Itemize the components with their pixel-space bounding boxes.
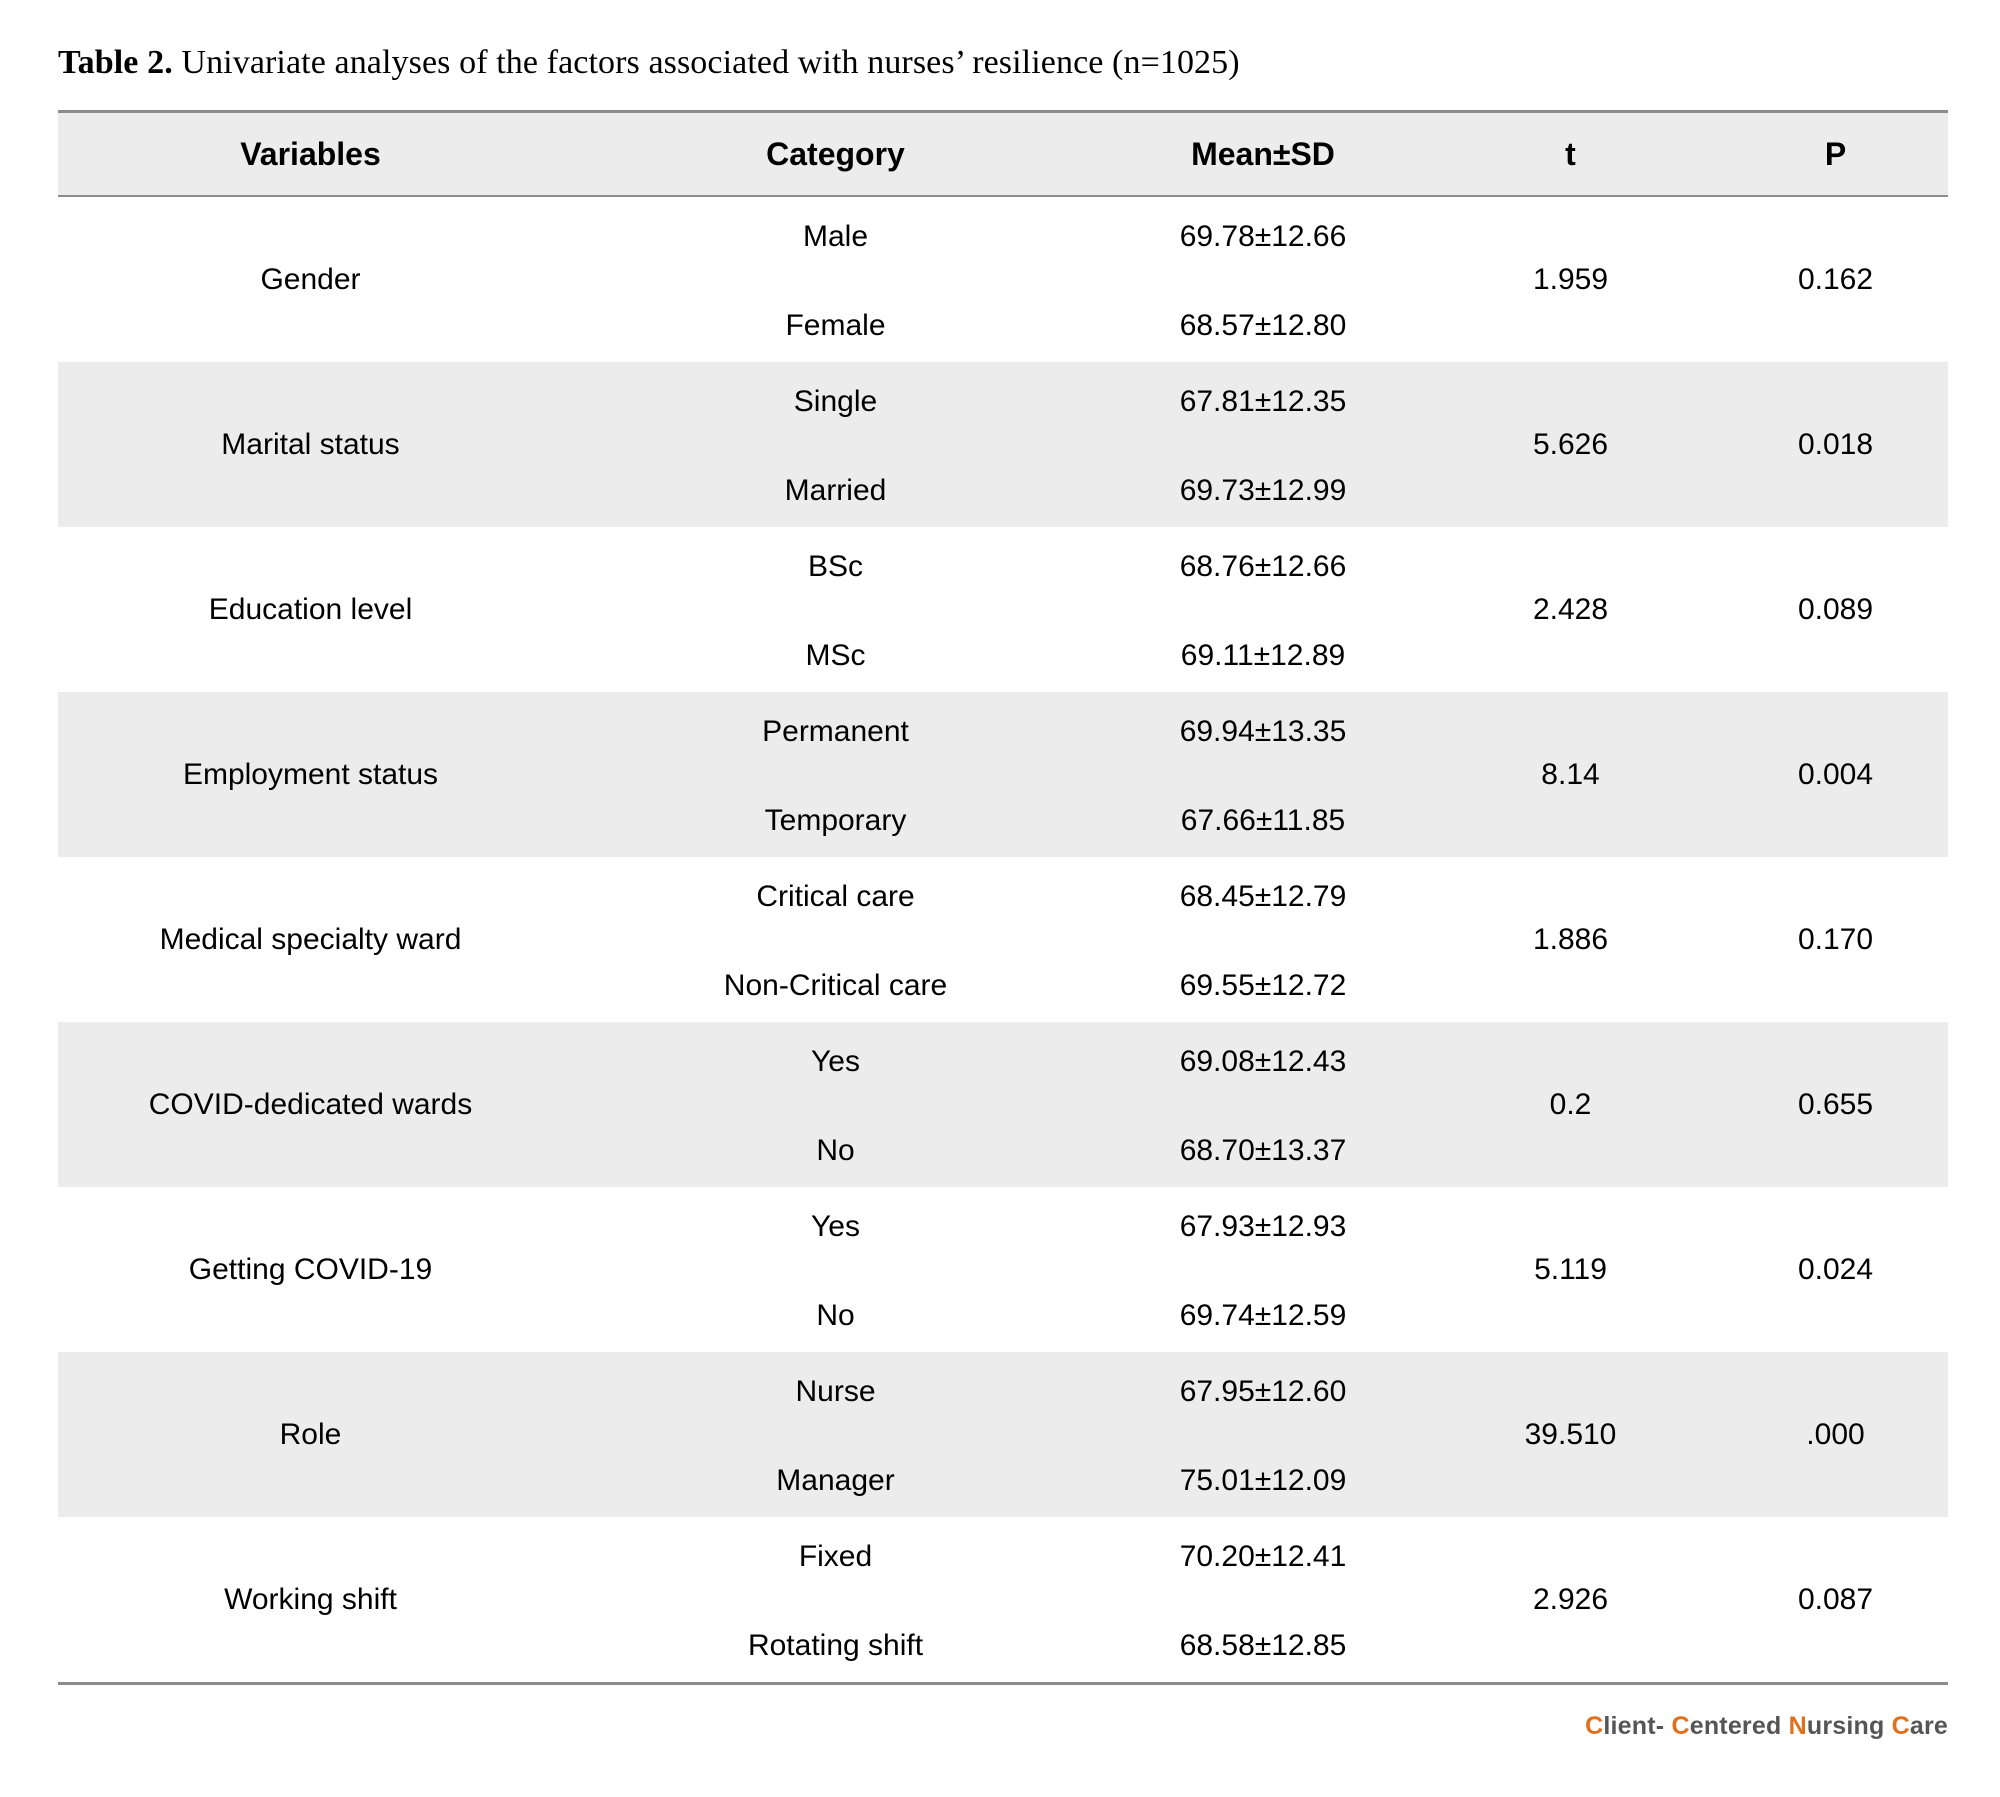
header-category: Category — [766, 135, 905, 172]
mean-sd-cell — [1108, 692, 1418, 857]
table-row — [58, 527, 1948, 692]
table-row — [58, 1352, 1948, 1517]
variable-cell: Gender — [260, 262, 361, 296]
t-cell: 5.626 — [1532, 427, 1609, 461]
t-cell: 2.926 — [1532, 1582, 1609, 1616]
category-2: MSc — [805, 639, 866, 672]
mean-sd-cell — [1108, 197, 1418, 362]
mean-sd-1: 67.93±12.93 — [1179, 1210, 1347, 1243]
p-cell: 0.004 — [1797, 757, 1874, 791]
variable-cell: COVID-dedicated wards — [148, 1087, 473, 1121]
category-cell — [563, 197, 1108, 362]
variable-cell: Working shift — [224, 1582, 397, 1616]
p-cell: 0.655 — [1797, 1087, 1874, 1121]
variable-cell: Role — [279, 1417, 342, 1451]
category-2: No — [816, 1299, 855, 1332]
mean-sd-1: 68.76±12.66 — [1179, 550, 1347, 583]
variable-cell: Education level — [208, 592, 413, 626]
t-cell: 2.428 — [1532, 592, 1609, 626]
mean-sd-2: 68.57±12.80 — [1179, 309, 1347, 342]
t-cell: 5.119 — [1534, 1252, 1607, 1286]
p-cell: .000 — [1806, 1417, 1865, 1451]
t-cell: 1.886 — [1532, 922, 1609, 956]
table-row — [58, 1187, 1948, 1352]
table-row — [58, 857, 1948, 1022]
category-2: Non-Critical care — [723, 969, 948, 1002]
mean-sd-2: 69.73±12.99 — [1179, 474, 1347, 507]
category-2: Rotating shift — [747, 1629, 924, 1662]
table-caption — [58, 44, 1240, 82]
mean-sd-cell — [1108, 527, 1418, 692]
mean-sd-1: 67.95±12.60 — [1179, 1375, 1347, 1408]
category-1: Male — [802, 220, 869, 253]
mean-sd-cell — [1108, 362, 1418, 527]
mean-sd-1: 67.81±12.35 — [1179, 385, 1347, 418]
category-cell — [563, 362, 1108, 527]
mean-sd-cell — [1108, 1187, 1418, 1352]
mean-sd-2: 69.74±12.59 — [1179, 1299, 1347, 1332]
category-1: Single — [793, 385, 878, 418]
p-cell: 0.087 — [1797, 1582, 1874, 1616]
mean-sd-1: 69.94±13.35 — [1179, 715, 1347, 748]
caption-text: Univariate analyses of the factors associated with nurses’ resilience (n=1025) — [181, 44, 1240, 81]
t-cell: 0.2 — [1549, 1087, 1592, 1121]
category-1: BSc — [807, 550, 864, 583]
category-2: Manager — [776, 1464, 895, 1497]
table-body — [58, 197, 1948, 1682]
variable-cell: Medical specialty ward — [159, 922, 462, 956]
category-cell — [563, 857, 1108, 1022]
category-2: No — [816, 1134, 855, 1167]
category-cell — [563, 527, 1108, 692]
p-cell: 0.170 — [1797, 922, 1874, 956]
table-row — [58, 362, 1948, 527]
mean-sd-cell — [1108, 857, 1418, 1022]
mean-sd-cell — [1108, 1517, 1418, 1682]
t-cell: 39.510 — [1524, 1417, 1617, 1451]
mean-sd-1: 69.08±12.43 — [1179, 1045, 1347, 1078]
table-row — [58, 1517, 1948, 1682]
mean-sd-2: 67.66±11.85 — [1180, 804, 1346, 837]
category-1: Yes — [811, 1045, 860, 1078]
header-variables: Variables — [240, 135, 381, 172]
header-t: t — [1565, 135, 1576, 172]
univariate-table — [58, 110, 1948, 1685]
header-mean-sd: Mean±SD — [1191, 135, 1335, 172]
category-1: Yes — [811, 1210, 860, 1243]
mean-sd-1: 70.20±12.41 — [1179, 1540, 1347, 1573]
mean-sd-1: 68.45±12.79 — [1179, 880, 1347, 913]
journal-brand-logo: Client- Centered Nursing Care — [1585, 1712, 1948, 1740]
mean-sd-2: 69.55±12.72 — [1179, 969, 1347, 1002]
p-cell: 0.024 — [1797, 1252, 1874, 1286]
p-cell: 0.162 — [1797, 262, 1874, 296]
category-2: Temporary — [764, 804, 907, 837]
category-cell — [563, 1022, 1108, 1187]
mean-sd-2: 69.11±12.89 — [1180, 639, 1346, 672]
category-cell — [563, 1187, 1108, 1352]
mean-sd-2: 68.70±13.37 — [1179, 1134, 1347, 1167]
mean-sd-cell — [1108, 1022, 1418, 1187]
t-cell: 8.14 — [1541, 757, 1600, 791]
mean-sd-cell — [1108, 1352, 1418, 1517]
category-cell — [563, 692, 1108, 857]
category-2: Female — [785, 309, 886, 342]
header-p: P — [1824, 135, 1847, 172]
t-cell: 1.959 — [1532, 262, 1609, 296]
category-1: Nurse — [795, 1375, 876, 1408]
category-1: Critical care — [756, 880, 915, 913]
category-cell — [563, 1517, 1108, 1682]
variable-cell: Getting COVID-19 — [188, 1252, 433, 1286]
variable-cell: Marital status — [221, 427, 400, 461]
mean-sd-2: 68.58±12.85 — [1179, 1629, 1347, 1662]
category-cell — [563, 1352, 1108, 1517]
caption-label: Table 2. — [58, 44, 173, 81]
category-1: Fixed — [798, 1540, 873, 1573]
variable-cell: Employment status — [182, 757, 439, 791]
category-1: Permanent — [762, 715, 909, 748]
category-2: Married — [784, 474, 887, 507]
table-row — [58, 197, 1948, 362]
mean-sd-2: 75.01±12.09 — [1179, 1464, 1347, 1497]
table-header-row — [58, 113, 1948, 197]
table-row — [58, 1022, 1948, 1187]
table-row — [58, 692, 1948, 857]
mean-sd-1: 69.78±12.66 — [1179, 220, 1347, 253]
p-cell: 0.018 — [1797, 427, 1874, 461]
p-cell: 0.089 — [1797, 592, 1874, 626]
